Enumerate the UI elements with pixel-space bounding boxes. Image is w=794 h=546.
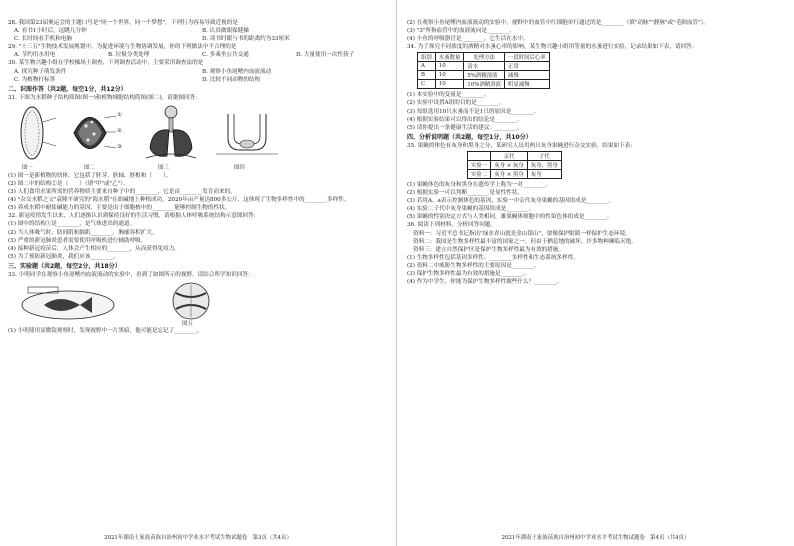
q30-options xyxy=(8,68,390,76)
option: B. 认真做眼保健操 xyxy=(202,28,249,35)
figure-caption: 图一 xyxy=(22,164,33,171)
option: B. 垃圾分类处理 xyxy=(108,52,150,59)
section-heading: 三、实验题（共2题，每空2分，共18分） xyxy=(8,262,121,270)
mark-3: ③ xyxy=(117,143,122,150)
q33-item: (3) "3"所指血管中的血液流向是________。 xyxy=(407,28,515,35)
section-heading: 二、识图作答（共2题，每空1分，共12分） xyxy=(8,85,127,93)
fish-figure-row xyxy=(8,281,390,325)
table-header: 水蚤数量 xyxy=(435,53,464,62)
q31-item: (1) 图一是新植物的幼体，它包括了胚芽、胚轴、胚根和（ ）。 xyxy=(8,172,172,179)
plant-cell-figure xyxy=(64,104,134,170)
q36-item: (1) 生物多样性包括基因多样性、________多样性和生态系统多样性。 xyxy=(407,254,579,261)
table-row xyxy=(468,169,562,178)
table-row xyxy=(418,80,550,89)
option: C. 多乘坐公共交通 xyxy=(202,52,249,59)
table-corner xyxy=(468,151,491,160)
option: D. 比较不同动物的结构 xyxy=(202,76,261,83)
page-footer: 2021年湖南土家族苗族自治州初中学业水平考试生物试题卷 第3页（共4页） xyxy=(104,535,292,541)
table-cell: 正常 xyxy=(504,62,549,71)
table-cell: 实验一 xyxy=(468,160,491,169)
q35-stem: 35. 果蝇的体色有灰身和黑身之分，某研究人员用两只灰身果蝇进行杂交实验，结果如下表： xyxy=(407,142,636,149)
q28-options xyxy=(8,27,390,35)
q29-options xyxy=(8,51,390,59)
table-cell: 灰身 × 灰身 xyxy=(491,160,528,169)
q36-item: (3) 保护生物多样性最为有效的措施是________。 xyxy=(407,270,529,277)
experiment-table xyxy=(417,52,550,89)
q31-item: (5) 养成水稻中耐盐碱能力的基因，主要是由于细胞核中的________能够控制生物的性状。 xyxy=(8,205,231,212)
q30-options xyxy=(8,76,390,84)
q33-item: (4) 小鱼的呼吸器官是________，它生活在水中。 xyxy=(407,36,529,43)
table-header: 组别 xyxy=(418,53,436,62)
q32-item: (2) 当人体吸气时，肋间肌和膈肌________，胸廓容积扩大。 xyxy=(8,229,158,236)
table-cell: B xyxy=(418,71,436,80)
table-cell: 清水 xyxy=(464,62,505,71)
option: A. 探究种子萌发条件 xyxy=(14,68,67,75)
table-header-row xyxy=(468,151,562,160)
q31-stem: 31. 下图为水稻种子结构简图(图一)和植物细胞结构简图(图二)，请据图回答： xyxy=(8,94,201,101)
table-cell: C xyxy=(418,80,436,89)
table-row xyxy=(418,62,550,71)
q35-item: (3) 若用A、a表示控制体色的基因，实验一中亲代灰身果蝇的基因组成是________。 xyxy=(407,198,615,205)
figure-caption: 图四 xyxy=(234,164,245,171)
q30-stem: 30. 某生物兴趣小组在学校操场上调查，下列调查活动中，主要采用调查法的是 xyxy=(8,60,204,67)
vessel-view-illustration xyxy=(168,281,214,321)
q32-item: (5) 为了预防新冠肺炎，我们应该________。 xyxy=(8,253,119,260)
table-header: 一段时间后心率 xyxy=(504,53,549,62)
q29-stem: 29. "十三五"生物技术发展规划中，为促进环境与生物协调发展，你的下列做法中不合理的是 xyxy=(8,44,237,51)
figure-caption: 图二 xyxy=(84,164,95,171)
q31-item: (3) 人们食用水果所需的营养物质主要来自种子中的________，它是由________发育而来的。 xyxy=(8,189,236,196)
cross-table xyxy=(467,151,562,179)
q32-item: (1) 图中的结构①是________，是气体进出的通道。 xyxy=(8,221,136,228)
table-cell: 明显减慢 xyxy=(504,80,549,89)
q28-stem: 28. 我国第23届奥运会的主题口号是"同一个世界，同一个梦想"。下列行为容易导致近视的是 xyxy=(8,20,238,26)
table-cell: 10 xyxy=(435,80,464,89)
q34-item: (2) 实验中设置A组的目的是________。 xyxy=(407,100,505,107)
q34-item: (1) 本实验中的变量是________。 xyxy=(407,92,490,99)
q35-item: (4) 实验二子代中灰身果蝇的基因组成是________。 xyxy=(407,206,535,213)
table-header: 子代 xyxy=(527,151,561,160)
q34-item: (3) 每组选用10只水蚤而不是1只的原因是________。 xyxy=(407,108,540,115)
q34-item: (4) 根据实验结果可以得出的结论是________。 xyxy=(407,116,523,123)
q36-material: 资料二：我国是生物多样性最丰富的国家之一，但由于栖息地的破坏，许多物种濒临灭绝。 xyxy=(413,238,637,245)
q31-item: (4) "杂交水稻之父"袁隆平研究的"海水稻"在盐碱地上种植成功，2020年亩产量达800多公斤，这体现了生物多样性中的________多样性。 xyxy=(8,197,350,204)
table-cell: 灰身 xyxy=(527,169,561,178)
table-header: 处理方法 xyxy=(464,53,505,62)
option: B. 观察小鱼尾鳍内血液流动 xyxy=(202,68,272,75)
mark-2: ② xyxy=(117,127,122,134)
figure-caption: 图三 xyxy=(158,164,169,171)
lungs-illustration xyxy=(134,104,208,162)
microscope-view xyxy=(168,281,238,325)
table-cell: 5%酒精溶液 xyxy=(464,71,505,80)
page-footer: 2021年湖南土家族苗族自治州初中学业水平考试生物试题卷 第4页（共4页） xyxy=(501,535,690,541)
table-header: 亲代 xyxy=(491,151,528,160)
bell-jar-figure xyxy=(208,104,286,170)
q32-stem: 32. 新冠疫情发生以来，人们逐渐认识到保持良好的生活习惯，请根据人体呼吸系统结构示意图回答： xyxy=(8,213,260,220)
figure-caption: 图五 xyxy=(182,320,193,327)
right-page xyxy=(397,0,794,546)
tube-illustration xyxy=(208,104,286,162)
q33-item: (1) 小明使用显微镜观察时，发现视野中一片黑暗，他可能是忘记了________。 xyxy=(8,327,203,334)
mark-1: ① xyxy=(117,111,122,118)
table-cell: 10 xyxy=(435,62,464,71)
option: A. 看书1小时后，远眺几分钟 xyxy=(14,28,87,35)
table-cell: 10 xyxy=(435,71,464,80)
q32-item: (3) 严重的新冠肺炎患者需要使用呼吸机进行辅助呼吸。 xyxy=(8,237,147,244)
q36-item: (4) 作为中学生，你能为保护生物多样性做些什么？________。 xyxy=(407,279,563,286)
table-cell: 10%酒精溶液 xyxy=(464,80,505,89)
option: C. 长时间看手机和电脑 xyxy=(14,36,72,43)
rice-seed-figure xyxy=(8,104,64,170)
q36-stem: 36. 阅读下列材料，分析回答问题。 xyxy=(407,222,496,229)
q28-options xyxy=(8,35,390,43)
q31-item: (2) 图二中的结构②是（ ）（填"甲"或"乙"）。 xyxy=(8,180,129,187)
option: D. 读书时眼与书的距离约为33厘米 xyxy=(202,36,290,43)
q35-item: (2) 根据实验一可以判断________是显性性状。 xyxy=(407,190,523,197)
q32-item: (4) 接种新冠疫苗后，人体会产生相应的________，从而获得免疫力。 xyxy=(8,245,180,252)
cell-illustration xyxy=(64,104,134,162)
q33-stem: 33. 小明同学在观察小鱼尾鳍内血液流动的实验中，看到了如图所示的视野，请结合所学知识回答： xyxy=(8,271,254,278)
option: D. 大量使用一次性筷子 xyxy=(296,52,355,59)
q33-item: (2) 在观察小鱼尾鳍内血液流动的实验中，视野中的血管中红细胞单行通过的是________（填"动脉""静脉"或"毛细血管"）。 xyxy=(407,20,710,26)
section-heading: 四、分析说明题（共2题，每空1分，共10分） xyxy=(407,133,532,141)
q34-item: (5) 请你提出一条健康生活的建议：________。 xyxy=(407,124,523,131)
option: A. 节约用水用电 xyxy=(14,52,56,59)
table-row xyxy=(468,160,562,169)
q35-item: (5) 果蝇的性别决定方式与人类相同，雄果蝇体细胞中的性染色体组成是________。 xyxy=(407,214,613,221)
table-header-row xyxy=(418,53,550,62)
rice-seed-illustration xyxy=(8,104,64,162)
figure-row xyxy=(8,104,390,170)
q36-item: (2) 资料二中威胁生物多样性的主要原因是________。 xyxy=(407,262,540,269)
q36-material: 资料三：建立自然保护区是保护生物多样性最为有效的措施。 xyxy=(413,246,565,253)
table-cell: 减慢 xyxy=(504,71,549,80)
respiratory-figure xyxy=(134,104,208,170)
table-row xyxy=(418,71,550,80)
q34-stem: 34. 为了探究不同浓度的酒精对水蚤心率的影响，某生物兴趣小组用等量的水蚤进行实验，记录结果如下表，请回答： xyxy=(407,44,698,51)
table-cell: 灰身 × 黑身 xyxy=(491,169,528,178)
q36-material: 资料一：习近平总书记指出"绿水青山就是金山银山"，要像保护眼睛一样保护生态环境。 xyxy=(413,230,631,237)
table-cell: 实验二 xyxy=(468,169,491,178)
option: C. 为植物打标签 xyxy=(14,76,56,83)
q35-item: (1) 果蝇体色的灰身和黑身在遗传学上称为一对________。 xyxy=(407,181,551,188)
table-cell: 灰身、黑身 xyxy=(527,160,561,169)
fish-dish-illustration xyxy=(8,281,128,325)
table-cell: A xyxy=(418,62,436,71)
